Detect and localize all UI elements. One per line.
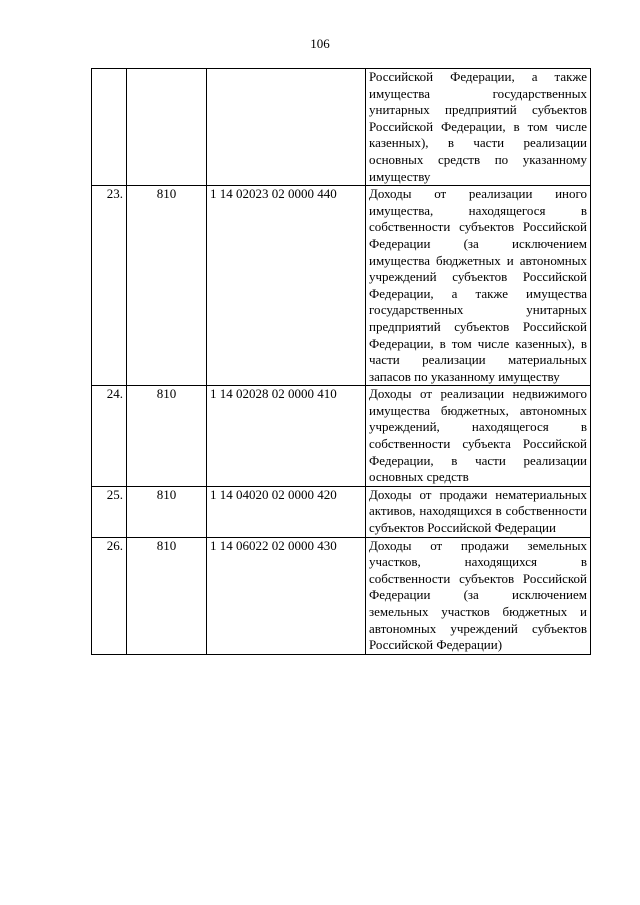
budget-code-cell — [207, 69, 366, 186]
admin-code-cell: 810 — [127, 186, 207, 386]
revenue-codes-table — [91, 68, 591, 655]
row-number-cell: 24. — [92, 386, 127, 487]
budget-code-cell: 1 14 02028 02 0000 410 — [207, 386, 366, 487]
row-number-cell: 23. — [92, 186, 127, 386]
admin-code-cell: 810 — [127, 386, 207, 487]
budget-code-cell: 1 14 02023 02 0000 440 — [207, 186, 366, 386]
admin-code-cell: 810 — [127, 537, 207, 654]
table-row — [92, 486, 591, 537]
table-row — [92, 69, 591, 186]
budget-code-cell: 1 14 06022 02 0000 430 — [207, 537, 366, 654]
page-number: 106 — [310, 36, 330, 51]
income-name-cell: Доходы от продажи нематериальных активов, находящихся в собственности субъектов Российской Федерации — [366, 486, 591, 537]
table-row — [92, 386, 591, 487]
admin-code-cell: 810 — [127, 486, 207, 537]
row-number-cell: 26. — [92, 537, 127, 654]
income-name-cell: Доходы от реализации иного имущества, находящегося в собственности субъектов Российской Федерации (за исключением имущества бюджетных и автономных учреждений субъектов Российской Федерации, а также имущества государственных унитарных предприятий субъектов Российской Федерации, в том числе казенных), в части реализации материальных запасов по указанному имуществу — [366, 186, 591, 386]
row-number-cell — [92, 69, 127, 186]
table-row — [92, 537, 591, 654]
income-name-cell: Российской Федерации, а также имущества государственных унитарных предприятий субъектов Российской Федерации, в том числе казенных), в части реализации основных средств по указанному имуществу — [366, 69, 591, 186]
income-name-cell: Доходы от продажи земельных участков, находящихся в собственности субъектов Российской Федерации (за исключением земельных участков бюджетных и автономных учреждений субъектов Российской Федерации) — [366, 537, 591, 654]
admin-code-cell — [127, 69, 207, 186]
row-number-cell: 25. — [92, 486, 127, 537]
budget-code-cell: 1 14 04020 02 0000 420 — [207, 486, 366, 537]
income-name-cell: Доходы от реализации недвижимого имущества бюджетных, автономных учреждений, находящегося в собственности субъекта Российской Федерации, в части реализации основных средств — [366, 386, 591, 487]
table-row — [92, 186, 591, 386]
